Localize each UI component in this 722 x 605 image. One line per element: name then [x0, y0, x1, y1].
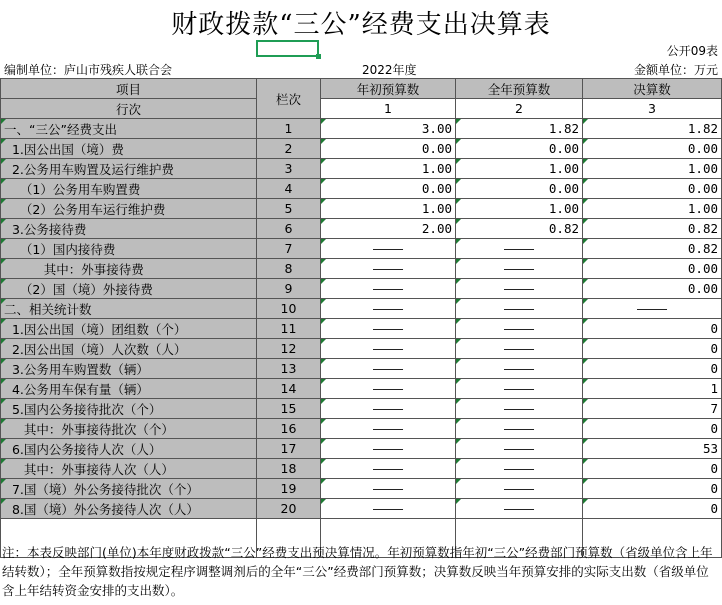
- row-final[interactable]: 0: [583, 359, 722, 379]
- row-col-no[interactable]: 20: [257, 499, 321, 519]
- row-item[interactable]: （1）公务用车购置费: [1, 179, 257, 199]
- row-budget-full[interactable]: 1.00: [456, 199, 583, 219]
- selected-cell[interactable]: [256, 40, 319, 57]
- row-col-no[interactable]: 16: [257, 419, 321, 439]
- row-item[interactable]: 3.公务接待费: [1, 219, 257, 239]
- row-item[interactable]: 其中：外事接待人次（人）: [1, 459, 257, 479]
- row-col-no[interactable]: 11: [257, 319, 321, 339]
- row-col-no[interactable]: 5: [257, 199, 321, 219]
- header-budget-initial: 年初预算数: [321, 79, 456, 99]
- row-budget-initial[interactable]: ————: [321, 339, 456, 359]
- row-budget-initial[interactable]: 0.00: [321, 139, 456, 159]
- row-budget-initial[interactable]: 1.00: [321, 159, 456, 179]
- row-budget-full[interactable]: ————: [456, 499, 583, 519]
- row-item[interactable]: 2.公务用车购置及运行维护费: [1, 159, 257, 179]
- table-row: [1, 219, 722, 239]
- row-col-no[interactable]: 3: [257, 159, 321, 179]
- row-final[interactable]: 53: [583, 439, 722, 459]
- row-final[interactable]: 0: [583, 479, 722, 499]
- row-col-no[interactable]: 12: [257, 339, 321, 359]
- row-col-no[interactable]: 17: [257, 439, 321, 459]
- row-col-no[interactable]: 7: [257, 239, 321, 259]
- row-item[interactable]: 7.国（境）外公务接待批次（个）: [1, 479, 257, 499]
- row-budget-initial[interactable]: ————: [321, 239, 456, 259]
- header-row: [1, 79, 722, 99]
- row-budget-full[interactable]: ————: [456, 439, 583, 459]
- page-title: 财政拨款“三公”经费支出决算表: [171, 10, 551, 40]
- row-budget-full[interactable]: ————: [456, 479, 583, 499]
- row-col-no[interactable]: 2: [257, 139, 321, 159]
- row-col-no[interactable]: 6: [257, 219, 321, 239]
- row-item[interactable]: 8.国（境）外公务接待人次（人）: [1, 499, 257, 519]
- row-budget-full[interactable]: ————: [456, 419, 583, 439]
- row-budget-initial[interactable]: 0.00: [321, 179, 456, 199]
- table-row: [1, 359, 722, 379]
- row-item[interactable]: 5.国内公务接待批次（个）: [1, 399, 257, 419]
- row-item[interactable]: （2）公务用车运行维护费: [1, 199, 257, 219]
- row-budget-initial[interactable]: ————: [321, 319, 456, 339]
- row-budget-full[interactable]: ————: [456, 299, 583, 319]
- row-budget-initial[interactable]: 1.00: [321, 199, 456, 219]
- row-budget-full[interactable]: 1.82: [456, 119, 583, 139]
- table-row: [1, 379, 722, 399]
- expenditure-table: [0, 78, 722, 558]
- row-final[interactable]: 0.82: [583, 239, 722, 259]
- row-budget-initial[interactable]: ————: [321, 439, 456, 459]
- compiling-unit: 编制单位：庐山市残疾人联合会: [4, 63, 173, 77]
- row-final[interactable]: 0: [583, 499, 722, 519]
- row-item[interactable]: 1.因公出国（境）团组数（个）: [1, 319, 257, 339]
- header-budget-full: 全年预算数: [456, 79, 583, 99]
- row-final[interactable]: 1.00: [583, 159, 722, 179]
- col-index-3: 3: [583, 99, 722, 119]
- row-budget-full[interactable]: ————: [456, 359, 583, 379]
- row-final[interactable]: 0.82: [583, 219, 722, 239]
- row-budget-full[interactable]: 0.00: [456, 139, 583, 159]
- row-final[interactable]: 0: [583, 419, 722, 439]
- row-final[interactable]: ————: [583, 299, 722, 319]
- row-item[interactable]: 1.因公出国（境）费: [1, 139, 257, 159]
- row-budget-initial[interactable]: ————: [321, 279, 456, 299]
- table-row: [1, 279, 722, 299]
- row-final[interactable]: 1: [583, 379, 722, 399]
- table-row: [1, 479, 722, 499]
- row-budget-initial[interactable]: ————: [321, 399, 456, 419]
- row-budget-full[interactable]: ————: [456, 459, 583, 479]
- header-col-no: 栏次: [257, 79, 321, 119]
- table-row: [1, 299, 722, 319]
- table-row: [1, 459, 722, 479]
- header-item: 项目: [1, 79, 257, 99]
- fiscal-year: 2022年度: [362, 63, 417, 77]
- row-item[interactable]: 二、相关统计数: [1, 299, 257, 319]
- row-final[interactable]: 7: [583, 399, 722, 419]
- row-col-no[interactable]: 1: [257, 119, 321, 139]
- row-item[interactable]: 3.公务用车购置数（辆）: [1, 359, 257, 379]
- row-budget-full[interactable]: ————: [456, 239, 583, 259]
- currency-unit: 金额单位：万元: [633, 63, 718, 77]
- row-final[interactable]: 1.82: [583, 119, 722, 139]
- row-budget-initial[interactable]: ————: [321, 499, 456, 519]
- row-final[interactable]: 0: [583, 459, 722, 479]
- row-item[interactable]: 4.公务用车保有量（辆）: [1, 379, 257, 399]
- row-final[interactable]: 0.00: [583, 259, 722, 279]
- row-budget-initial[interactable]: ————: [321, 359, 456, 379]
- row-final[interactable]: 0.00: [583, 179, 722, 199]
- table-row: [1, 399, 722, 419]
- row-index-label: 行次: [1, 99, 257, 119]
- table-row: [1, 119, 722, 139]
- row-budget-initial[interactable]: 2.00: [321, 219, 456, 239]
- row-budget-initial[interactable]: ————: [321, 419, 456, 439]
- row-budget-full[interactable]: ————: [456, 279, 583, 299]
- row-col-no[interactable]: 14: [257, 379, 321, 399]
- row-budget-full[interactable]: 1.00: [456, 159, 583, 179]
- row-final[interactable]: 0.00: [583, 279, 722, 299]
- table-row: [1, 239, 722, 259]
- row-budget-full[interactable]: 0.82: [456, 219, 583, 239]
- row-budget-full[interactable]: ————: [456, 379, 583, 399]
- header-final: 决算数: [583, 79, 722, 99]
- row-item[interactable]: 2.因公出国（境）人次数（人）: [1, 339, 257, 359]
- row-final[interactable]: 0.00: [583, 139, 722, 159]
- table-row: [1, 339, 722, 359]
- row-col-no[interactable]: 9: [257, 279, 321, 299]
- row-col-no[interactable]: 10: [257, 299, 321, 319]
- table-row: [1, 499, 722, 519]
- table-row: [1, 319, 722, 339]
- table-row: [1, 199, 722, 219]
- row-item[interactable]: （2）国（境）外接待费: [1, 279, 257, 299]
- row-budget-initial[interactable]: ————: [321, 479, 456, 499]
- table-row: [1, 259, 722, 279]
- row-budget-initial[interactable]: 3.00: [321, 119, 456, 139]
- row-col-no[interactable]: 13: [257, 359, 321, 379]
- col-index-1: 1: [321, 99, 456, 119]
- row-item[interactable]: 6.国内公务接待人次（人）: [1, 439, 257, 459]
- row-final[interactable]: 1.00: [583, 199, 722, 219]
- form-code: 公开09表: [666, 44, 718, 58]
- row-item[interactable]: 一、“三公”经费支出: [1, 119, 257, 139]
- row-item[interactable]: （1）国内接待费: [1, 239, 257, 259]
- row-col-no[interactable]: 8: [257, 259, 321, 279]
- table-row: [1, 179, 722, 199]
- fill-handle[interactable]: [316, 54, 321, 59]
- row-col-no[interactable]: 4: [257, 179, 321, 199]
- footnote: 注：本表反映部门(单位)本年度财政拨款“三公”经费支出预决算情况。年初预算数指年初“三公”经费部门预算数（省级单位含上年结转数）；全年预算数指按规定程序调整调剂后的全年“三公”经费部门预算数；决算数反映当年预算安排的实际支出数（省级单位含上年结转资金安排的支出数）。: [2, 545, 713, 598]
- row-budget-initial[interactable]: ————: [321, 459, 456, 479]
- table-row: [1, 439, 722, 459]
- index-row: [1, 99, 722, 119]
- row-final[interactable]: 0: [583, 339, 722, 359]
- row-budget-initial[interactable]: ————: [321, 259, 456, 279]
- row-col-no[interactable]: 19: [257, 479, 321, 499]
- row-budget-full[interactable]: ————: [456, 319, 583, 339]
- row-item[interactable]: 其中：外事接待批次（个）: [1, 419, 257, 439]
- row-budget-full[interactable]: ————: [456, 399, 583, 419]
- table-row: [1, 419, 722, 439]
- row-budget-initial[interactable]: ————: [321, 299, 456, 319]
- col-index-2: 2: [456, 99, 583, 119]
- row-final[interactable]: 0: [583, 319, 722, 339]
- table-row: [1, 159, 722, 179]
- row-col-no[interactable]: 15: [257, 399, 321, 419]
- row-budget-full[interactable]: 0.00: [456, 179, 583, 199]
- table-row: [1, 139, 722, 159]
- row-budget-full[interactable]: ————: [456, 259, 583, 279]
- row-budget-initial[interactable]: ————: [321, 379, 456, 399]
- row-item[interactable]: 其中：外事接待费: [1, 259, 257, 279]
- row-budget-full[interactable]: ————: [456, 339, 583, 359]
- row-col-no[interactable]: 18: [257, 459, 321, 479]
